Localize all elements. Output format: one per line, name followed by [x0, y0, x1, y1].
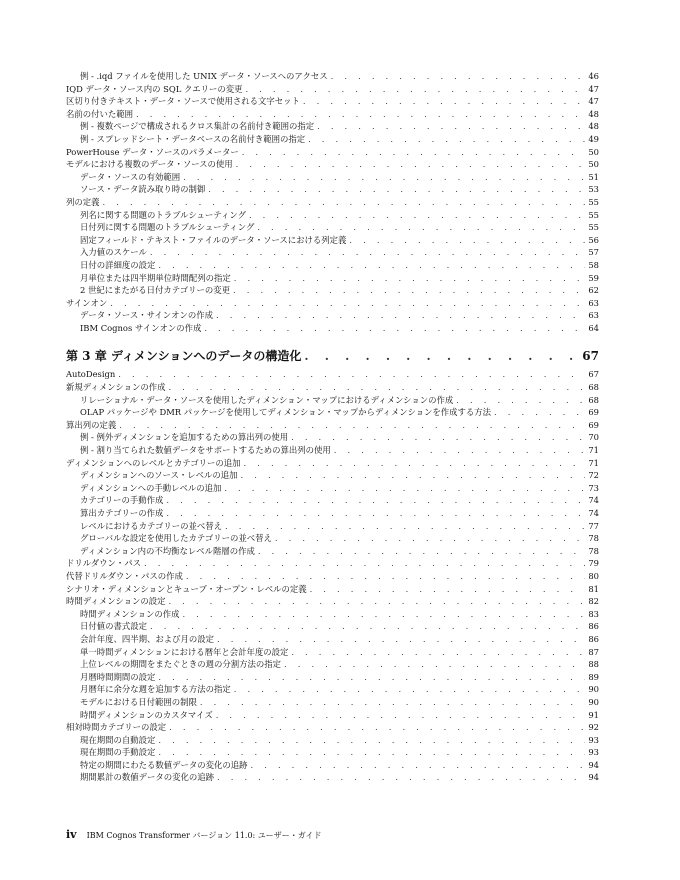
- toc-entry[interactable]: [66, 394, 599, 407]
- toc-leader-dots: [304, 348, 579, 364]
- toc-entry[interactable]: [66, 120, 599, 133]
- toc-entry-page: 57: [588, 247, 599, 258]
- toc-section-data-sources: [66, 70, 599, 334]
- toc-entry[interactable]: [66, 406, 599, 419]
- toc-entry-label: 特定の期間にわたる数値データの変化の追跡: [80, 759, 248, 770]
- toc-entry-label: 例 - スプレッドシート・データベースの名前付き範囲の指定: [80, 133, 306, 144]
- toc-entry[interactable]: [66, 171, 599, 184]
- toc-entry-label: ディメンションへのソース・レベルの追加: [80, 470, 238, 481]
- toc-chapter-heading[interactable]: [66, 348, 599, 364]
- toc-entry-page: 73: [588, 482, 599, 493]
- toc-entry-label: 名前の付いた範囲: [66, 108, 133, 119]
- toc-leader-dots: [456, 394, 585, 407]
- toc-entry-page: 69: [588, 419, 599, 430]
- toc-entry-label: データ・ソース・サインオンの作成: [80, 310, 213, 321]
- toc-entry[interactable]: [66, 482, 599, 495]
- toc-leader-dots: [158, 671, 585, 684]
- toc-leader-dots: [144, 557, 585, 570]
- toc-entry-label: リレーショナル・データ・ソースを使用したディメンション・マップにおけるディメンションの作成: [80, 394, 454, 405]
- toc-entry[interactable]: [66, 83, 599, 96]
- toc-entry-label: IQD データ・ソース内の SQL クエリーの変更: [66, 83, 243, 94]
- toc-leader-dots: [217, 633, 585, 646]
- toc-leader-dots: [110, 297, 585, 310]
- toc-section-dimensions: [66, 368, 599, 784]
- toc-leader-dots: [225, 520, 585, 533]
- toc-entry[interactable]: [66, 309, 599, 322]
- toc-entry-label: 入力値のスケール: [80, 247, 147, 258]
- toc-entry-label: モデルにおける複数のデータ・ソースの使用: [66, 159, 233, 170]
- toc-entry-page: 91: [588, 709, 599, 720]
- toc-chapter-title: 第 3 章 ディメンションへのデータの構造化: [66, 349, 302, 364]
- toc-entry-page: 90: [588, 684, 599, 695]
- toc-entry-page: 77: [588, 520, 599, 531]
- toc-entry-label: 月暦時間期間の設定: [80, 671, 156, 682]
- toc-leader-dots: [234, 683, 586, 696]
- toc-entry[interactable]: [66, 196, 599, 209]
- toc-entry[interactable]: [66, 469, 599, 482]
- toc-leader-dots: [216, 709, 586, 722]
- toc-entry[interactable]: [66, 158, 599, 171]
- toc-entry-label: サインオン: [66, 297, 108, 308]
- toc-entry-page: 71: [588, 457, 599, 468]
- toc-entry[interactable]: [66, 709, 599, 722]
- toc-entry-page: 78: [588, 533, 599, 544]
- toc-entry-label: 算出列の定義: [66, 419, 117, 430]
- toc-entry[interactable]: [66, 494, 599, 507]
- toc-leader-dots: [494, 406, 585, 419]
- toc-entry-page: 68: [588, 382, 599, 393]
- toc-entry-label: シナリオ・ディメンションとキューブ・オープン・レベルの定義: [66, 583, 307, 594]
- toc-entry-page: 83: [588, 608, 599, 619]
- toc-entry[interactable]: [66, 608, 599, 621]
- toc-entry-label: 例 - 例外ディメンションを追加するための算出列の使用: [80, 432, 289, 443]
- toc-entry-label: データ・ソースの有効範囲: [80, 171, 181, 182]
- toc-entry[interactable]: [66, 444, 599, 457]
- toc-entry[interactable]: [66, 570, 599, 583]
- toc-leader-dots: [308, 133, 585, 146]
- toc-entry[interactable]: [66, 259, 599, 272]
- toc-leader-dots: [244, 457, 586, 470]
- toc-entry[interactable]: [66, 557, 599, 570]
- toc-leader-dots: [291, 646, 585, 659]
- toc-leader-dots: [103, 196, 586, 209]
- toc-entry[interactable]: [66, 70, 599, 83]
- toc-entry[interactable]: [66, 246, 599, 259]
- toc-entry-page: 56: [588, 234, 599, 245]
- toc-entry-page: 86: [588, 621, 599, 632]
- toc-leader-dots: [275, 532, 585, 545]
- toc-entry-label: 2 世紀にまたがる日付カテゴリーの変更: [80, 285, 231, 296]
- toc-entry[interactable]: [66, 381, 599, 394]
- toc-entry[interactable]: [66, 183, 599, 196]
- toc-entry-label: 時間ディメンションの作成: [80, 608, 180, 619]
- toc-entry-page: 50: [588, 159, 599, 170]
- toc-entry-page: 86: [588, 633, 599, 644]
- footer-page-number: iv: [66, 828, 77, 841]
- toc-leader-dots: [208, 183, 585, 196]
- toc-entry-page: 82: [588, 596, 599, 607]
- toc-leader-dots: [217, 771, 585, 784]
- toc-entry-page: 62: [588, 285, 599, 296]
- toc-entry[interactable]: [66, 633, 599, 646]
- toc-entry[interactable]: [66, 595, 599, 608]
- toc-entry-page: 48: [588, 121, 599, 132]
- toc-leader-dots: [234, 272, 586, 285]
- toc-entry[interactable]: [66, 696, 599, 709]
- toc-entry-label: 日付値の書式設定: [80, 621, 147, 632]
- toc-entry-page: 89: [588, 671, 599, 682]
- toc-entry-page: 94: [588, 772, 599, 783]
- toc-leader-dots: [204, 322, 585, 335]
- toc-entry[interactable]: [66, 272, 599, 285]
- toc-entry-page: 74: [588, 495, 599, 506]
- toc-leader-dots: [245, 83, 585, 96]
- toc-leader-dots: [291, 431, 585, 444]
- toc-entry-label: 例 - 割り当てられた数値データをサポートするための算出列の使用: [80, 445, 331, 456]
- toc-entry-page: 53: [588, 184, 599, 195]
- toc-entry-page: 67: [588, 369, 599, 380]
- toc-entry-label: 算出カテゴリーの作成: [80, 508, 164, 518]
- toc-entry-page: 55: [588, 196, 599, 207]
- toc-entry[interactable]: [66, 734, 599, 747]
- toc-entry-label: 単一時間ディメンションにおける暦年と会計年度の設定: [80, 646, 289, 657]
- toc-entry-page: 74: [588, 508, 599, 518]
- toc-entry[interactable]: [66, 419, 599, 432]
- toc-entry[interactable]: [66, 234, 599, 247]
- toc-entry-page: 63: [588, 310, 599, 321]
- toc-leader-dots: [310, 583, 586, 596]
- toc-entry-label: ディメンションへのレベルとカテゴリーの追加: [66, 457, 241, 468]
- toc-entry[interactable]: [66, 583, 599, 596]
- toc-entry[interactable]: [66, 658, 599, 671]
- toc-leader-dots: [236, 158, 586, 171]
- toc-entry[interactable]: [66, 683, 599, 696]
- toc-entry-label: ドリルダウン・パス: [66, 558, 142, 569]
- toc-leader-dots: [233, 284, 585, 297]
- toc-leader-dots: [168, 595, 585, 608]
- toc-entry[interactable]: [66, 221, 599, 234]
- toc-entry[interactable]: [66, 771, 599, 784]
- toc-entry-label: 代替ドリルダウン・パスの作成: [66, 570, 183, 581]
- toc-entry-label: 区切り付きテキスト・データ・ソースで使用される文字セット: [66, 96, 300, 107]
- toc-entry[interactable]: [66, 520, 599, 533]
- toc-entry-page: 87: [588, 646, 599, 657]
- toc-entry-page: 94: [588, 759, 599, 770]
- toc-entry-page: 92: [588, 722, 599, 733]
- toc-leader-dots: [331, 70, 586, 83]
- toc-entry-label: ディメンション内の不均衡なレベル階層の作成: [80, 545, 255, 556]
- toc-leader-dots: [119, 419, 585, 432]
- toc-leader-dots: [200, 696, 585, 709]
- toc-entry[interactable]: [66, 545, 599, 558]
- toc-entry[interactable]: [66, 507, 599, 520]
- toc-entry[interactable]: [66, 746, 599, 759]
- toc-entry-label: 固定フィールド・テキスト・ファイルのデータ・ソースにおける列定義: [80, 234, 347, 245]
- toc-entry-page: 81: [588, 583, 599, 594]
- toc-entry-page: 78: [588, 545, 599, 556]
- toc-entry-page: 69: [588, 407, 599, 418]
- toc-entry-label: AutoDesign: [66, 369, 116, 380]
- toc-entry-label: 例 - 複数ページで構成されるクロス集計の名前付き範囲の指定: [80, 121, 315, 132]
- toc-leader-dots: [118, 368, 585, 381]
- toc-entry[interactable]: [66, 532, 599, 545]
- toc-entry-label: グローバルな設定を使用したカテゴリーの並べ替え: [80, 533, 272, 544]
- toc-entry[interactable]: [66, 284, 599, 297]
- toc-entry[interactable]: [66, 108, 599, 121]
- toc-leader-dots: [136, 108, 585, 121]
- toc-leader-dots: [150, 246, 585, 259]
- toc-entry-page: 71: [588, 445, 599, 456]
- toc-entry-label: PowerHouse データ・ソースのパラメーター: [66, 146, 239, 157]
- toc-entry[interactable]: [66, 322, 599, 335]
- toc-leader-dots: [242, 146, 586, 159]
- toc-entry-page: 90: [588, 696, 599, 707]
- toc-leader-dots: [158, 259, 585, 272]
- toc-leader-dots: [224, 482, 585, 495]
- toc-entry-page: 55: [588, 209, 599, 220]
- toc-entry-label: 列の定義: [66, 196, 100, 207]
- toc-entry-label: 会計年度、四半期、および月の設定: [80, 633, 214, 644]
- toc-entry-page: 48: [588, 108, 599, 119]
- toc-entry-label: ソース・データ読み取り時の制御: [80, 184, 206, 195]
- toc-entry-label: 日付列に関する問題のトラブルシューティング: [80, 222, 255, 233]
- toc-entry[interactable]: [66, 95, 599, 108]
- toc-leader-dots: [257, 221, 585, 234]
- toc-leader-dots: [303, 95, 585, 108]
- toc-entry-page: 47: [588, 96, 599, 107]
- toc-entry[interactable]: [66, 133, 599, 146]
- toc-entry-label: 相対時間カテゴリーの設定: [66, 722, 167, 733]
- toc-entry-page: 58: [588, 259, 599, 270]
- toc-entry[interactable]: [66, 759, 599, 772]
- toc-entry-label: 現在期間の自動設定: [80, 734, 156, 745]
- toc-leader-dots: [168, 381, 585, 394]
- toc-entry-label: 新規ディメンションの作成: [66, 382, 166, 393]
- toc-entry-label: 月単位または四半期単位時間配列の指定: [80, 272, 231, 283]
- toc-leader-dots: [158, 746, 585, 759]
- toc-leader-dots: [186, 570, 585, 583]
- toc-leader-dots: [251, 759, 586, 772]
- toc-leader-dots: [284, 658, 585, 671]
- toc-leader-dots: [349, 234, 585, 247]
- toc-entry[interactable]: [66, 209, 599, 222]
- toc-leader-dots: [317, 120, 585, 133]
- toc-entry-page: 93: [588, 747, 599, 758]
- toc-entry-label: IBM Cognos サインオンの作成: [80, 322, 202, 333]
- toc-entry-label: カテゴリーの手動作成: [80, 495, 164, 506]
- toc-entry-label: 時間ディメンションの設定: [66, 596, 166, 607]
- table-of-contents: [66, 70, 599, 784]
- toc-entry-page: 80: [588, 570, 599, 581]
- toc-entry-page: 59: [588, 272, 599, 283]
- toc-entry-page: 70: [588, 432, 599, 443]
- toc-entry-label: 日付の詳細度の設定: [80, 259, 156, 270]
- toc-entry-label: 時間ディメンションのカスタマイズ: [80, 709, 213, 720]
- toc-entry-label: モデルにおける日付範囲の制限: [80, 696, 197, 707]
- toc-entry-page: 47: [588, 83, 599, 94]
- toc-entry-label: OLAP パッケージや DMR パッケージを使用してディメンション・マップからディメンションを作成する方法: [80, 407, 492, 418]
- toc-entry-page: 63: [588, 297, 599, 308]
- toc-entry-page: 93: [588, 734, 599, 745]
- toc-entry-page: 64: [588, 322, 599, 333]
- toc-entry-page: 46: [588, 71, 599, 81]
- toc-entry[interactable]: [66, 431, 599, 444]
- toc-entry[interactable]: [66, 368, 599, 381]
- toc-leader-dots: [182, 608, 585, 621]
- toc-leader-dots: [169, 721, 585, 734]
- toc-leader-dots: [158, 734, 585, 747]
- toc-leader-dots: [166, 494, 585, 507]
- toc-leader-dots: [334, 444, 586, 457]
- toc-entry[interactable]: [66, 297, 599, 310]
- toc-chapter-page: 67: [582, 349, 599, 364]
- toc-leader-dots: [150, 620, 585, 633]
- toc-entry-page: 50: [588, 146, 599, 157]
- toc-entry-page: 79: [588, 558, 599, 569]
- toc-entry-label: 列名に関する問題のトラブルシューティング: [80, 209, 246, 220]
- toc-leader-dots: [183, 171, 585, 184]
- toc-entry[interactable]: [66, 646, 599, 659]
- toc-entry-label: 例 - .iqd ファイルを使用した UNIX データ・ソースへのアクセス: [80, 71, 328, 81]
- toc-entry-page: 68: [588, 394, 599, 405]
- toc-entry-label: 現在期間の手動設定: [80, 747, 156, 758]
- toc-entry[interactable]: [66, 457, 599, 470]
- toc-leader-dots: [258, 545, 586, 558]
- toc-entry-page: 51: [588, 171, 599, 182]
- toc-entry-page: 55: [588, 222, 599, 233]
- toc-entry-label: 月暦年に余分な週を追加する方法の指定: [80, 684, 231, 695]
- toc-entry[interactable]: [66, 620, 599, 633]
- footer-title: IBM Cognos Transformer バージョン 11.0: ユーザー・ガイド: [86, 831, 322, 840]
- toc-leader-dots: [216, 309, 585, 322]
- toc-entry-label: 期間累計の数値データの変化の追跡: [80, 772, 214, 783]
- toc-entry-label: レベルにおけるカテゴリーの並べ替え: [80, 520, 223, 531]
- toc-entry[interactable]: [66, 721, 599, 734]
- toc-entry-label: 上位レベルの期間をまたぐときの週の分割方法の指定: [80, 659, 281, 670]
- toc-entry-page: 49: [588, 133, 599, 144]
- toc-entry[interactable]: [66, 146, 599, 159]
- toc-entry-page: 88: [588, 659, 599, 670]
- page-footer: [66, 828, 322, 841]
- toc-entry-label: ディメンションへの手動レベルの追加: [80, 482, 222, 493]
- toc-leader-dots: [249, 209, 585, 222]
- toc-leader-dots: [241, 469, 586, 482]
- toc-leader-dots: [166, 507, 585, 520]
- toc-entry-page: 72: [588, 470, 599, 481]
- toc-entry[interactable]: [66, 671, 599, 684]
